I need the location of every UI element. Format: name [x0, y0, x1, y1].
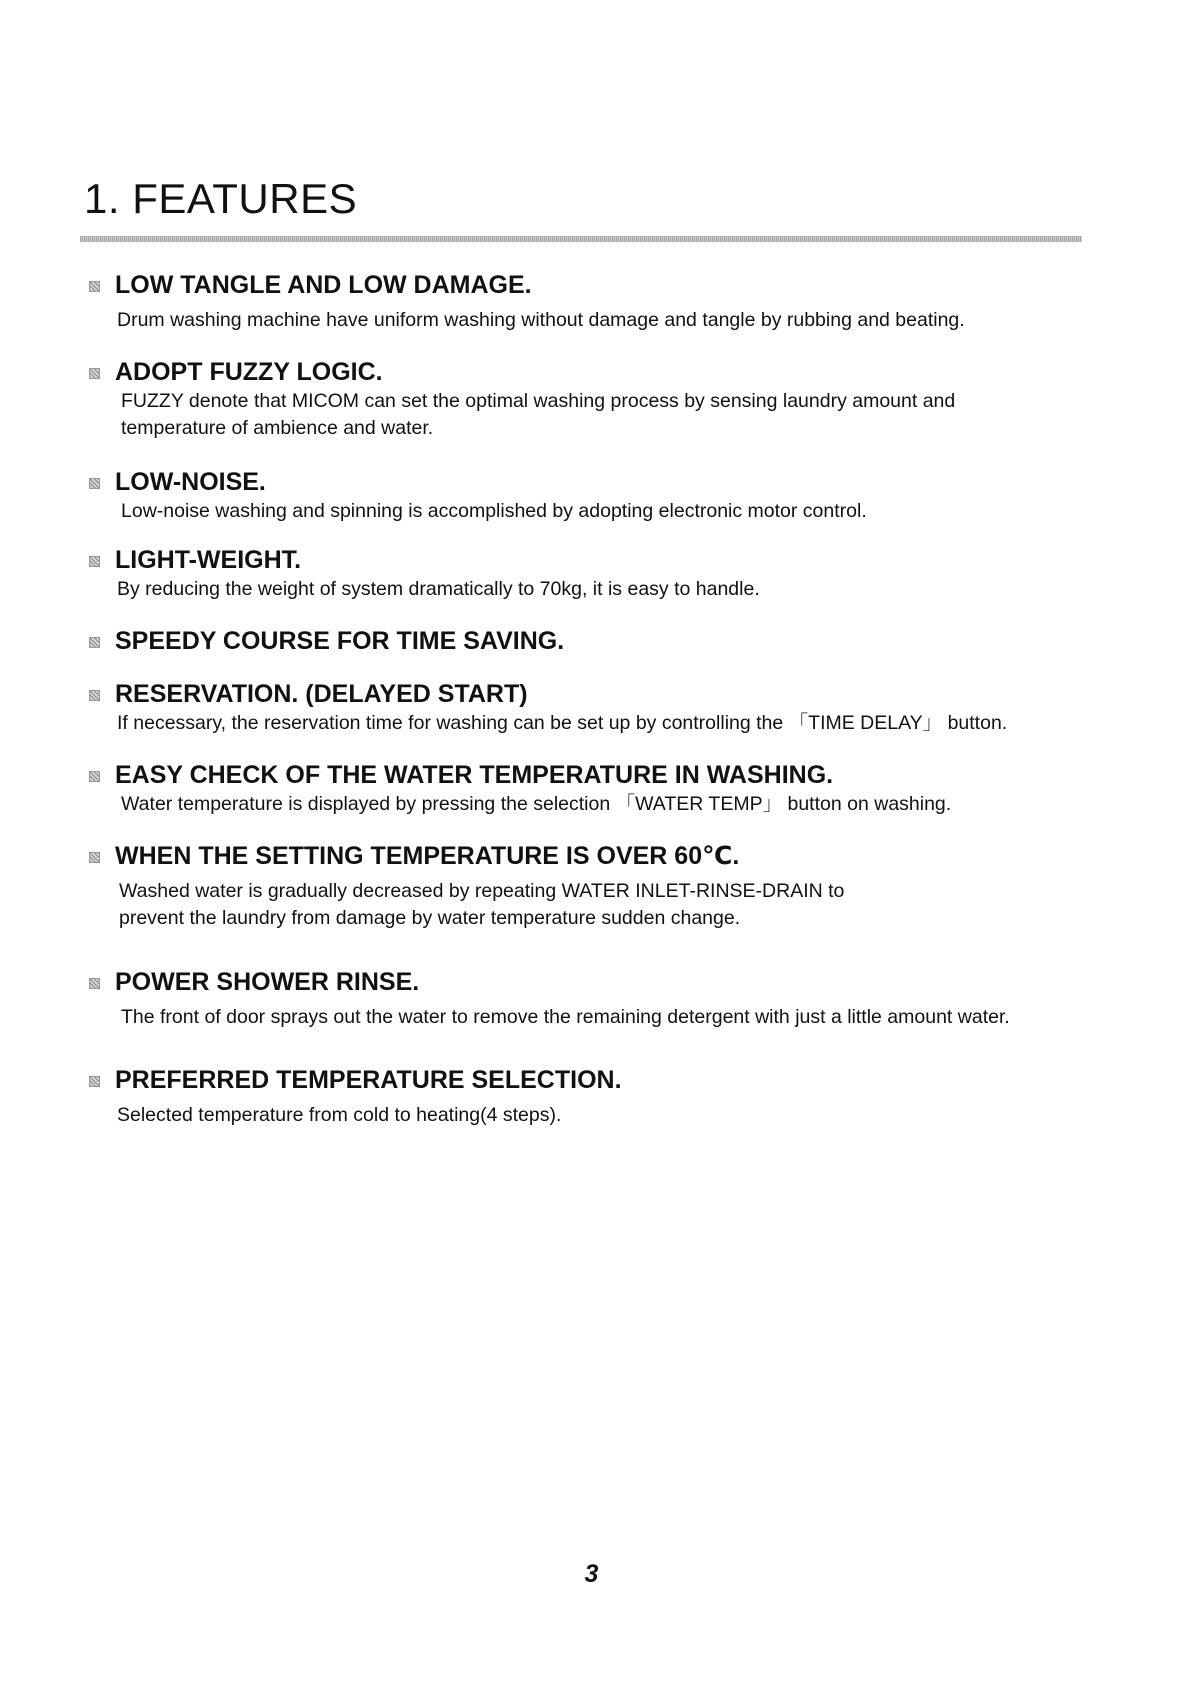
description-line: The front of door sprays out the water to remove the remaining detergent with just a little amount water. [121, 1006, 1010, 1028]
description-line: Washed water is gradually decreased by repeating WATER INLET-RINSE-DRAIN to [119, 880, 845, 902]
feature-heading: POWER SHOWER RINSE. [115, 968, 420, 996]
feature-description [117, 1102, 561, 1129]
feature-heading: SPEEDY COURSE FOR TIME SAVING. [115, 627, 565, 655]
bullet-square-icon [89, 281, 100, 292]
feature-description [121, 1004, 1010, 1031]
feature-heading: WHEN THE SETTING TEMPERATURE IS OVER 60℃. [115, 842, 740, 870]
bullet-square-icon [89, 556, 100, 567]
feature-heading: RESERVATION. (DELAYED START) [115, 680, 528, 708]
title-divider [80, 236, 1082, 242]
feature-heading: LOW TANGLE AND LOW DAMAGE. [115, 271, 532, 299]
bullet-square-icon [89, 978, 100, 989]
description-line: FUZZY denote that MICOM can set the optimal washing process by sensing laundry amount and [121, 390, 956, 412]
description-line: By reducing the weight of system dramatically to 70kg, it is easy to handle. [117, 578, 760, 600]
feature-heading: LOW-NOISE. [115, 468, 266, 496]
description-line: Water temperature is displayed by pressing the selection 「WATER TEMP」 button on washing. [121, 793, 952, 815]
description-line: Selected temperature from cold to heating(4 steps). [117, 1104, 562, 1126]
description-line: prevent the laundry from damage by water temperature sudden change. [119, 907, 741, 929]
feature-description [117, 576, 760, 603]
bullet-square-icon [89, 637, 100, 648]
feature-description [119, 878, 844, 932]
description-line: temperature of ambience and water. [121, 417, 434, 439]
feature-description [117, 307, 965, 334]
bullet-square-icon [89, 368, 100, 379]
description-line: If necessary, the reservation time for washing can be set up by controlling the 「TIME DELAY」 button. [117, 712, 1008, 734]
description-line: Low-noise washing and spinning is accomplished by adopting electronic motor control. [121, 500, 867, 522]
feature-heading: ADOPT FUZZY LOGIC. [115, 358, 383, 386]
feature-heading: LIGHT-WEIGHT. [115, 546, 302, 574]
feature-heading: EASY CHECK OF THE WATER TEMPERATURE IN WASHING. [115, 761, 834, 789]
bullet-square-icon [89, 852, 100, 863]
page-number [0, 1560, 1191, 1589]
feature-description [121, 498, 867, 525]
description-line: Drum washing machine have uniform washing without damage and tangle by rubbing and beating. [117, 309, 965, 331]
feature-description [121, 791, 951, 818]
bullet-square-icon [89, 478, 100, 489]
bullet-square-icon [89, 1076, 100, 1087]
bullet-square-icon [89, 771, 100, 782]
page-number-text: 3 [584, 1560, 599, 1588]
feature-heading: PREFERRED TEMPERATURE SELECTION. [115, 1066, 622, 1094]
bullet-square-icon [89, 690, 100, 701]
page-title: 1. FEATURES [84, 175, 358, 222]
feature-description [117, 710, 1007, 737]
feature-description [121, 388, 955, 442]
